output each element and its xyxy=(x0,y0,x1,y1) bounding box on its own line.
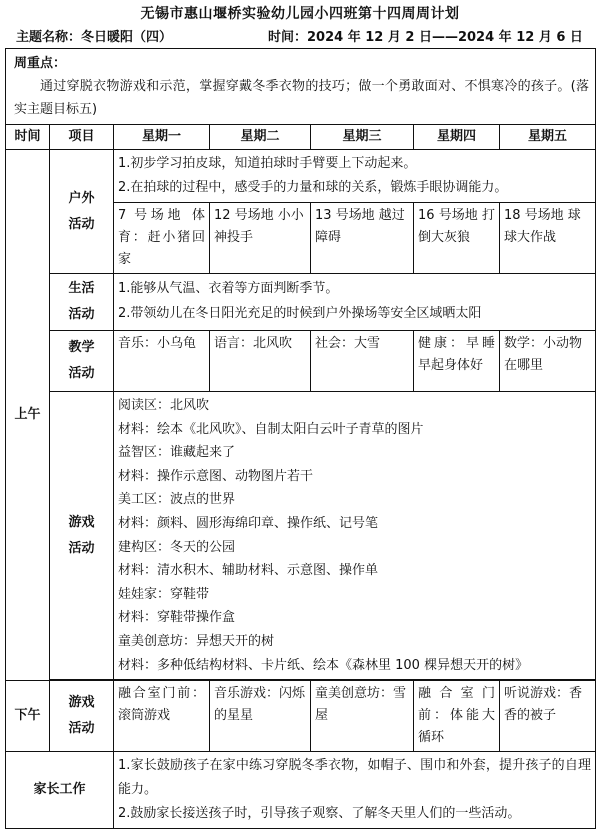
games-line: 建构区：冬天的公园 xyxy=(118,539,236,555)
time-label: 时间： xyxy=(268,30,308,45)
outdoor-wednesday: 13 号场地 越过障碍 xyxy=(311,203,414,274)
games-row xyxy=(6,392,596,680)
period-afternoon: 下午 xyxy=(6,681,50,752)
games-line: 材料：操作示意图、动物图片若干 xyxy=(118,468,314,484)
category-afternoon-line1: 游戏 xyxy=(68,695,95,711)
games-line: 材料：绘本《北风吹》、自制太阳白云叶子青草的图片 xyxy=(118,421,424,437)
focus-title: 周重点： xyxy=(14,56,67,71)
category-life-line1: 生活 xyxy=(68,281,95,296)
outdoor-monday: 7 号场地 体育：赶小猪回家 xyxy=(114,203,210,274)
games-line: 娃娃家：穿鞋带 xyxy=(118,586,210,602)
col-header-friday: 星期五 xyxy=(500,125,596,150)
games-line: 童美创意坊：异想天开的树 xyxy=(118,633,275,649)
col-header-thursday: 星期四 xyxy=(414,125,500,150)
theme-label: 主题名称： xyxy=(16,30,82,45)
teaching-friday: 数学：小动物在哪里 xyxy=(500,331,596,392)
parents-item: 1.家长鼓励孩子在家中练习穿脱冬季衣物，如帽子、围巾和外套，提升孩子的自理能力。 xyxy=(118,758,591,798)
col-header-item: 项目 xyxy=(50,125,114,150)
category-life xyxy=(50,274,114,331)
outdoor-goals-row xyxy=(6,150,596,203)
focus-text: 通过穿脱衣物游戏和示范，掌握穿戴冬季衣物的技巧；做一个勇敢面对、不惧寒冷的孩子。(落实主题目标五) xyxy=(14,79,589,117)
life-item: 1.能够从气温、衣着等方面判断季节。 xyxy=(118,281,339,296)
afternoon-monday: 融合室门前：滚筒游戏 xyxy=(114,681,210,752)
games-line: 材料：颜料、圆形海绵印章、操作纸、记号笔 xyxy=(118,515,379,531)
games-line: 美工区：波点的世界 xyxy=(118,492,236,508)
outdoor-thursday: 16 号场地 打倒大灰狼 xyxy=(414,203,500,274)
time-value: 2024 年 12 月 2 日——2024 年 12 月 6 日 xyxy=(307,30,583,45)
col-header-time: 时间 xyxy=(6,125,50,150)
category-outdoor-line2: 活动 xyxy=(68,216,95,232)
teaching-thursday: 健康：早睡早起身体好 xyxy=(414,331,500,392)
theme-line xyxy=(16,26,172,45)
games-line: 益智区：谁藏起来了 xyxy=(118,445,236,461)
outdoor-tuesday: 12 号场地 小小神投手 xyxy=(210,203,311,274)
category-teaching-line2: 活动 xyxy=(68,366,95,381)
games-line: 材料：清水积木、辅助材料、示意图、操作单 xyxy=(118,563,379,579)
games-line: 阅读区：北风吹 xyxy=(118,398,210,413)
afternoon-tuesday: 音乐游戏：闪烁的星星 xyxy=(210,681,311,752)
games-line: 材料：多种低结构材料、卡片纸、绘本《森林里 100 棵异想天开的树》 xyxy=(118,657,529,673)
category-outdoor-line1: 户外 xyxy=(68,190,95,206)
life-cell xyxy=(114,274,596,331)
col-header-wednesday: 星期三 xyxy=(311,125,414,150)
time-line xyxy=(268,26,583,45)
life-row xyxy=(6,274,596,331)
col-header-tuesday: 星期二 xyxy=(210,125,311,150)
life-item: 2.带领幼儿在冬日阳光充足的时候到户外操场等安全区域晒太阳 xyxy=(118,306,482,321)
games-cell xyxy=(114,392,596,680)
category-life-line2: 活动 xyxy=(68,307,95,322)
teaching-row xyxy=(6,331,596,392)
afternoon-thursday: 融合室门前：体能大循环 xyxy=(414,681,500,752)
parents-item: 2.鼓励家长接送孩子时，引导孩子观察、了解冬天里人们的一些活动。 xyxy=(118,806,521,822)
focus-cell xyxy=(6,49,596,125)
column-header-row xyxy=(6,125,596,150)
category-games xyxy=(50,392,114,680)
games-line: 材料：穿鞋带操作盒 xyxy=(118,610,236,626)
weekly-plan-table xyxy=(5,48,596,829)
outdoor-friday: 18 号场地 球球大作战 xyxy=(500,203,596,274)
parents-cell xyxy=(114,752,596,829)
teaching-monday: 音乐：小乌龟 xyxy=(114,331,210,392)
category-games-line2: 活动 xyxy=(68,540,95,556)
theme-value: 冬日暖阳（四） xyxy=(81,30,173,45)
category-afternoon-line2: 活动 xyxy=(68,721,95,737)
afternoon-friday: 听说游戏：香香的被子 xyxy=(500,681,596,752)
category-games-line1: 游戏 xyxy=(68,514,95,530)
col-header-monday: 星期一 xyxy=(114,125,210,150)
period-morning: 上午 xyxy=(6,150,50,681)
focus-row xyxy=(6,49,596,125)
teaching-tuesday: 语言：北风吹 xyxy=(210,331,311,392)
outdoor-goal: 2.在拍球的过程中，感受手的力量和球的关系，锻炼手眼协调能力。 xyxy=(118,180,508,195)
category-outdoor xyxy=(50,150,114,274)
outdoor-goal: 1.初步学习拍皮球，知道拍球时手臂要上下动起来。 xyxy=(118,156,417,171)
parents-row xyxy=(6,752,596,829)
category-teaching-line1: 教学 xyxy=(68,340,95,355)
afternoon-wednesday: 童美创意坊：雪屋 xyxy=(311,681,414,752)
afternoon-row xyxy=(6,681,596,752)
category-teaching xyxy=(50,331,114,392)
teaching-wednesday: 社会：大雪 xyxy=(311,331,414,392)
category-afternoon-games xyxy=(50,681,114,752)
page-title: 无锡市惠山堰桥实验幼儿园小四班第十四周周计划 xyxy=(140,6,460,22)
parents-label: 家长工作 xyxy=(6,752,114,829)
outdoor-goals-cell xyxy=(114,150,596,203)
